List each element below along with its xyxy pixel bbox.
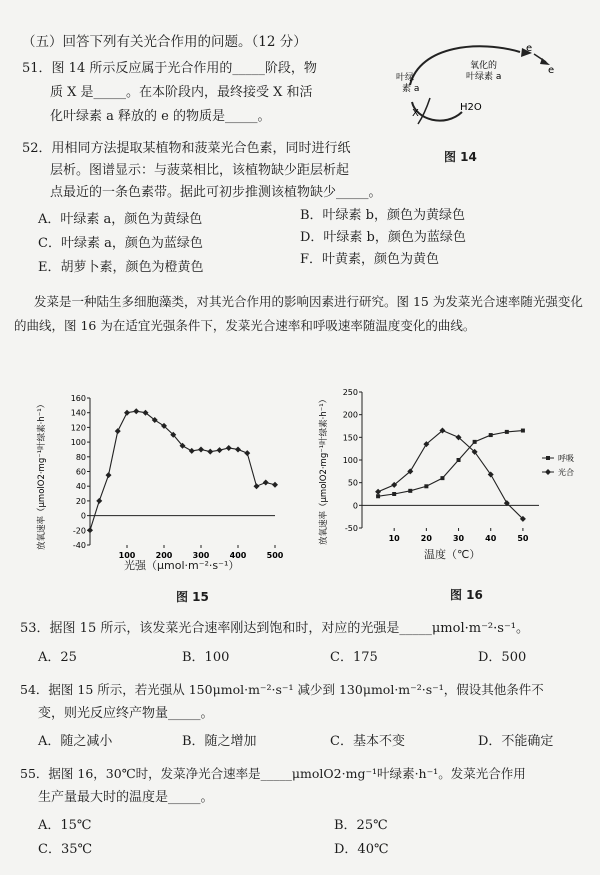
data-point <box>505 430 509 434</box>
data-point <box>457 458 461 462</box>
data-point <box>489 433 493 437</box>
y-tick-label: 50 <box>347 478 358 488</box>
y-tick-label: 40 <box>75 482 86 492</box>
data-point <box>473 440 477 444</box>
q54-option-a[interactable]: A．随之减小 <box>38 734 113 749</box>
data-point <box>87 527 93 533</box>
data-point <box>424 484 428 488</box>
data-point <box>198 446 204 452</box>
x-tick-label: 100 <box>118 551 136 560</box>
data-point <box>375 489 381 495</box>
fig14-label-oxidized-1: 氧化的 <box>470 61 498 71</box>
fig14-label-chl-1: 叶绿 <box>396 73 415 83</box>
x-tick-label: 200 <box>155 551 173 560</box>
fig14-label-x: X <box>412 108 419 119</box>
q55-line-1: 55．据图 16，30℃时，发菜净光合速率是_____μmolO2·mg⁻¹叶绿素·h⁻¹。发菜光合作用 <box>20 766 526 781</box>
data-point <box>217 447 223 453</box>
q52-line-3: 点最近的一条色素带。据此可初步推测该植物缺少_____。 <box>50 185 382 200</box>
x-tick-label: 400 <box>229 551 247 560</box>
figure-16-caption: 图 16 <box>450 588 483 602</box>
q55-line-2: 生产量最大时的温度是_____。 <box>38 790 214 805</box>
legend-photosynthesis-label: 光合 <box>558 468 574 477</box>
q53-option-b[interactable]: B．100 <box>182 650 230 665</box>
figure-15-caption: 图 15 <box>176 590 209 604</box>
y-tick-label: 60 <box>75 467 86 477</box>
fig15-series <box>87 408 278 533</box>
q51-line-3: 化叶绿素 a 释放的 e 的物质是_____。 <box>50 109 271 124</box>
data-point <box>133 408 139 414</box>
legend-photosynthesis-marker <box>545 469 551 475</box>
data-point <box>521 429 525 433</box>
x-tick-label: 300 <box>192 551 210 560</box>
y-tick-label: 80 <box>75 452 86 462</box>
data-point <box>244 450 250 456</box>
figure-16-chart <box>314 380 594 550</box>
x-tick-label: 50 <box>517 534 529 543</box>
data-point <box>392 492 396 496</box>
fig14-label-chl-2: 素 a <box>402 84 420 94</box>
q55-option-a[interactable]: A．15℃ <box>38 818 92 833</box>
fig14-label-e2: e <box>548 65 555 76</box>
fig16-ylabel: 放氧速率（μmolO2·mg⁻¹叶绿素·h⁻¹） <box>319 394 329 545</box>
data-point <box>272 482 278 488</box>
q52-option-e[interactable]: E．胡萝卜素，颜色为橙黄色 <box>38 260 204 275</box>
q52-option-b[interactable]: B．叶绿素 b，颜色为黄绿色 <box>300 208 466 223</box>
fig16-series <box>375 428 526 522</box>
x-release-curve <box>418 98 430 124</box>
y-tick-label: 0 <box>80 511 86 521</box>
x-tick-label: 20 <box>420 534 432 543</box>
x-tick-label: 500 <box>266 551 284 560</box>
fig15-ylabel: 放氧速率（μmolO2·mg⁻¹叶绿素·h⁻¹） <box>37 399 47 550</box>
y-tick-label: 140 <box>70 408 86 418</box>
q52-line-1: 52．用相同方法提取某植物和菠菜光合色素，同时进行纸 <box>22 141 351 156</box>
figure-15-chart <box>30 380 290 575</box>
data-point <box>96 498 102 504</box>
data-point <box>254 483 260 489</box>
q55-option-b[interactable]: B．25℃ <box>334 818 388 833</box>
data-point <box>124 410 130 416</box>
y-tick-label: -50 <box>344 524 358 533</box>
fig14-label-e1: e <box>526 43 533 54</box>
figure-14-caption: 图 14 <box>444 150 477 164</box>
figure-14-diagram <box>390 40 570 130</box>
fig15-xlabel: 光强（μmol·m⁻²·s⁻¹） <box>124 559 240 572</box>
section-header: （五）回答下列有关光合作用的问题。（12 分） <box>22 34 307 50</box>
y-tick-label: 250 <box>342 388 358 397</box>
data-point <box>207 449 213 455</box>
fig14-label-oxidized-2: 叶绿素 a <box>466 72 502 82</box>
y-tick-label: 200 <box>342 410 358 420</box>
y-tick-label: 20 <box>75 496 86 506</box>
y-tick-label: 150 <box>342 433 358 443</box>
x-tick-label: 30 <box>452 534 465 543</box>
q55-option-c[interactable]: C．35℃ <box>38 842 93 857</box>
y-tick-label: 100 <box>342 456 358 465</box>
data-point <box>376 494 380 498</box>
fig16-legend <box>542 453 574 477</box>
q54-option-b[interactable]: B．随之增加 <box>182 734 257 749</box>
fig16-xlabel: 温度（℃） <box>424 548 481 561</box>
y-tick-label: -40 <box>72 541 86 550</box>
y-tick-label: 160 <box>70 394 86 403</box>
legend-respiration-label: 呼吸 <box>558 454 574 463</box>
data-point <box>189 448 195 454</box>
data-point <box>408 489 412 493</box>
fig14-label-h2o: H2O <box>460 102 482 113</box>
data-point <box>226 445 232 451</box>
electron-transfer-arc <box>410 46 520 85</box>
data-point <box>115 428 121 434</box>
water-split-arc <box>412 102 462 121</box>
y-tick-label: -20 <box>72 526 86 536</box>
q52-option-f[interactable]: F．叶黄素，颜色为黄色 <box>300 252 440 267</box>
y-tick-label: 120 <box>70 423 86 433</box>
x-tick-label: 40 <box>485 534 497 543</box>
y-tick-label: 100 <box>70 438 86 448</box>
passage-text: 发菜是一种陆生多细胞藻类，对其光合作用的影响因素进行研究。图 15 为发菜光合速率随光强变化的曲线，图 16 为在适宜光强条件下，发菜光合速率和呼吸速率随温度变化的曲线。 <box>14 294 583 333</box>
q53-option-d[interactable]: D．500 <box>478 650 527 665</box>
data-point <box>440 476 444 480</box>
q53-option-c[interactable]: C．175 <box>330 650 378 665</box>
q54-option-c[interactable]: C．基本不变 <box>330 734 405 749</box>
data-point <box>235 446 241 452</box>
q54-line-1: 54．据图 15 所示，若光强从 150μmol·m⁻²·s⁻¹ 减少到 130μmol·m⁻²·s⁻¹，假设其他条件不 <box>20 682 544 697</box>
q53-text: 53．据图 15 所示，该发菜光合速率刚达到饱和时，对应的光强是_____μmol·m⁻²·s⁻¹。 <box>20 621 530 636</box>
q54-option-d[interactable]: D．不能确定 <box>478 734 554 749</box>
fig16-axes <box>343 388 539 543</box>
q55-option-d[interactable]: D．40℃ <box>334 842 389 857</box>
q52-line-2: 层析。图谱显示：与菠菜相比，该植物缺少距层析起 <box>50 163 350 178</box>
q52-option-c[interactable]: C．叶绿素 a，颜色为蓝绿色 <box>38 236 203 251</box>
fig15-axes <box>71 394 284 560</box>
x-tick-label: 10 <box>388 534 400 543</box>
data-point <box>106 472 112 478</box>
series-line-0 <box>378 431 523 497</box>
q52-option-d[interactable]: D．叶绿素 b，颜色为蓝绿色 <box>300 230 466 245</box>
y-tick-label: 0 <box>352 501 358 511</box>
q53-option-a[interactable]: A．25 <box>38 650 77 665</box>
q52-option-a[interactable]: A．叶绿素 a，颜色为黄绿色 <box>38 212 203 227</box>
q51-line-1: 51．图 14 所示反应属于光合作用的_____阶段，物 <box>22 61 317 76</box>
q51-line-2: 质 X 是_____。在本阶段内，最终接受 X 和活 <box>50 85 313 100</box>
legend-respiration-marker <box>546 456 550 460</box>
q54-line-2: 变，则光反应终产物量_____。 <box>38 706 214 721</box>
data-point <box>263 480 269 486</box>
